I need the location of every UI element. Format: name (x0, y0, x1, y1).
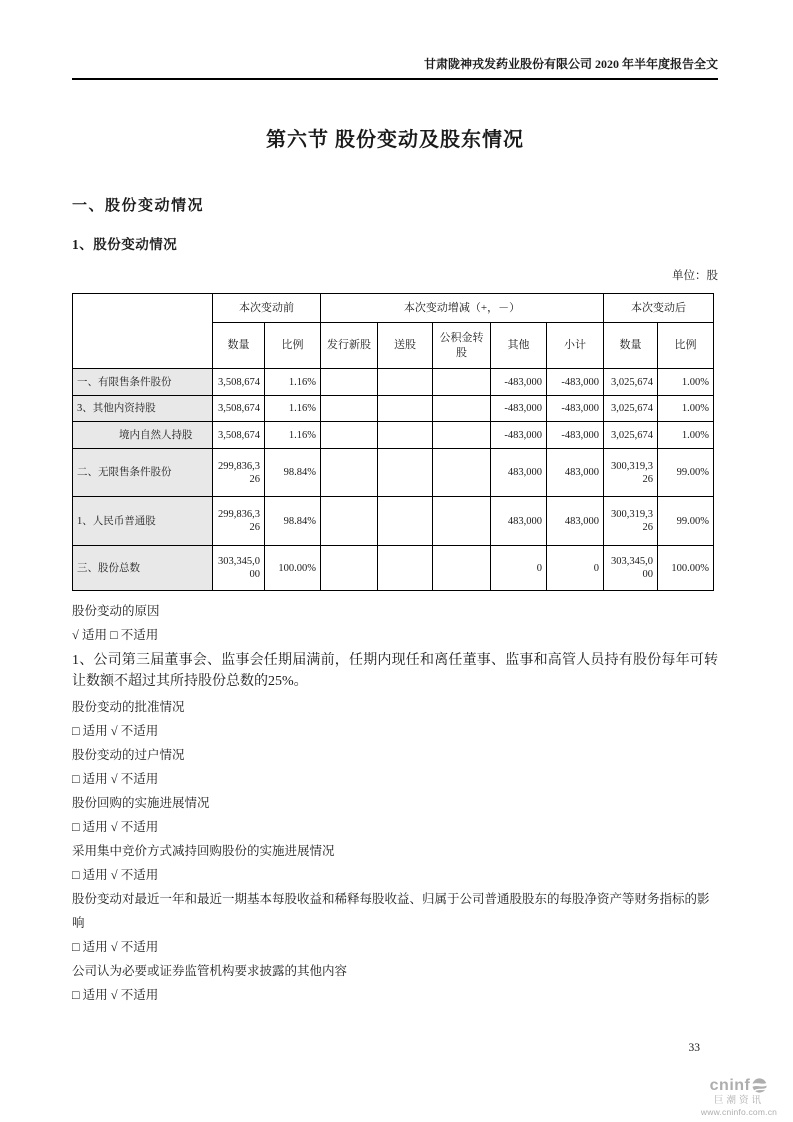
data-cell (378, 422, 433, 449)
note-checkline: □ 适用 √ 不适用 (72, 820, 159, 834)
note-caption: 股份变动的批准情况 (72, 700, 185, 714)
table-row (73, 546, 714, 591)
note-checkline: √ 适用 □ 不适用 (72, 628, 159, 642)
table-row (73, 422, 714, 449)
data-cell (321, 449, 378, 497)
data-cell (433, 497, 491, 546)
data-cell: -483,000 (491, 369, 547, 396)
data-cell: 483,000 (547, 497, 604, 546)
data-cell: 483,000 (491, 497, 547, 546)
data-cell: 300,319,326 (604, 449, 658, 497)
column-header-cell: 比例 (265, 323, 321, 369)
table-row (73, 396, 714, 422)
note-checkline: □ 适用 √ 不适用 (72, 940, 159, 954)
cninfo-logo (693, 1077, 785, 1117)
running-header-title: 甘肃陇神戎发药业股份有限公司 2020 年半年度报告全文 (423, 57, 718, 71)
column-header-cell: 发行新股 (321, 323, 378, 369)
data-cell: 3,508,674 (213, 422, 265, 449)
note-checkline: □ 适用 √ 不适用 (72, 772, 159, 786)
cninfo-swirl-icon (751, 1077, 768, 1094)
cninfo-website: www.cninfo.com.cn (700, 1107, 778, 1117)
data-cell (378, 369, 433, 396)
cninfo-brand-text: cninf (709, 1076, 751, 1094)
data-cell (321, 546, 378, 591)
data-cell (433, 422, 491, 449)
data-cell: 3,025,674 (604, 396, 658, 422)
data-cell: 1.00% (658, 422, 714, 449)
group-header-cell: 本次变动后 (604, 294, 714, 323)
data-cell: 100.00% (265, 546, 321, 591)
note-caption: 股份回购的实施进展情况 (72, 796, 210, 810)
note-caption: 采用集中竞价方式减持回购股份的实施进展情况 (72, 844, 335, 858)
note-caption: 公司认为必要或证券监管机构要求披露的其他内容 (72, 964, 348, 978)
data-cell: 299,836,326 (213, 449, 265, 497)
data-cell: 1.00% (658, 396, 714, 422)
data-cell (378, 546, 433, 591)
row-label-cell: 一、有限售条件股份 (73, 369, 213, 396)
table-row (73, 497, 714, 546)
data-cell: 99.00% (658, 449, 714, 497)
page-number: 33 (688, 1042, 700, 1054)
data-cell: 0 (491, 546, 547, 591)
running-header (72, 0, 718, 80)
data-cell (378, 497, 433, 546)
data-cell: 98.84% (265, 497, 321, 546)
data-cell: 303,345,000 (604, 546, 658, 591)
row-label-cell: 二、无限售条件股份 (73, 449, 213, 497)
share-change-table (72, 293, 714, 591)
data-cell (433, 546, 491, 591)
data-cell (378, 396, 433, 422)
cninfo-brand-chinese: 巨潮资讯 (713, 1095, 764, 1106)
data-cell: -483,000 (547, 369, 604, 396)
page-content (72, 0, 718, 1007)
cninfo-brand-row (693, 1077, 785, 1094)
column-header-cell: 数量 (213, 323, 265, 369)
data-cell: 1.16% (265, 369, 321, 396)
data-cell (378, 449, 433, 497)
note-checkline: □ 适用 √ 不适用 (72, 724, 159, 738)
data-cell: -483,000 (547, 422, 604, 449)
data-cell: -483,000 (491, 396, 547, 422)
data-cell: 3,025,674 (604, 369, 658, 396)
data-cell (321, 497, 378, 546)
column-header-cell: 其他 (491, 323, 547, 369)
data-cell (321, 369, 378, 396)
heading-share-change: 一、股份变动情况 (72, 198, 205, 214)
data-cell: 299,836,326 (213, 497, 265, 546)
unit-label: 单位：股 (672, 270, 718, 282)
column-header-cell: 公积金转股 (433, 323, 491, 369)
table-row (73, 449, 714, 497)
data-cell: 100.00% (658, 546, 714, 591)
corner-cell (73, 294, 213, 369)
data-cell: 1.00% (658, 369, 714, 396)
data-cell: 483,000 (547, 449, 604, 497)
data-cell: 98.84% (265, 449, 321, 497)
data-cell: 303,345,000 (213, 546, 265, 591)
note-paragraph: 1、公司第三届董事会、监事会任期届满前，任期内现任和离任董事、监事和高管人员持有股份每年可转让数额不超过其所持股份总数的25%。 (72, 653, 718, 689)
group-header-cell: 本次变动增减（+，－） (321, 294, 604, 323)
column-header-cell: 送股 (378, 323, 433, 369)
notes-section (72, 599, 718, 1007)
table-row (73, 369, 714, 396)
data-cell (321, 396, 378, 422)
note-caption: 股份变动的原因 (72, 604, 160, 618)
note-checkline: □ 适用 √ 不适用 (72, 868, 159, 882)
data-cell: -483,000 (547, 396, 604, 422)
data-cell (321, 422, 378, 449)
column-header-cell: 比例 (658, 323, 714, 369)
note-caption: 股份变动对最近一年和最近一期基本每股收益和稀释每股收益、归属于公司普通股股东的每股净资产等财务指标的影响 (72, 892, 710, 930)
data-cell: 1.16% (265, 396, 321, 422)
section-title: 第六节 股份变动及股东情况 (266, 129, 524, 151)
note-caption: 股份变动的过户情况 (72, 748, 185, 762)
note-checkline: □ 适用 √ 不适用 (72, 988, 159, 1002)
column-header-cell: 数量 (604, 323, 658, 369)
data-cell: 3,025,674 (604, 422, 658, 449)
row-label-cell: 境内自然人持股 (73, 422, 213, 449)
row-label-cell: 三、股份总数 (73, 546, 213, 591)
data-cell (433, 396, 491, 422)
data-cell: 483,000 (491, 449, 547, 497)
row-label-cell: 1、人民币普通股 (73, 497, 213, 546)
row-label-cell: 3、其他内资持股 (73, 396, 213, 422)
data-cell (433, 449, 491, 497)
data-cell: 3,508,674 (213, 369, 265, 396)
subheading-share-change: 1、股份变动情况 (72, 237, 178, 252)
data-cell: 300,319,326 (604, 497, 658, 546)
data-cell: 3,508,674 (213, 396, 265, 422)
column-header-cell: 小计 (547, 323, 604, 369)
group-header-cell: 本次变动前 (213, 294, 321, 323)
data-cell: 0 (547, 546, 604, 591)
data-cell: 1.16% (265, 422, 321, 449)
data-cell: 99.00% (658, 497, 714, 546)
table-group-header-row (73, 294, 714, 323)
data-cell: -483,000 (491, 422, 547, 449)
data-cell (433, 369, 491, 396)
